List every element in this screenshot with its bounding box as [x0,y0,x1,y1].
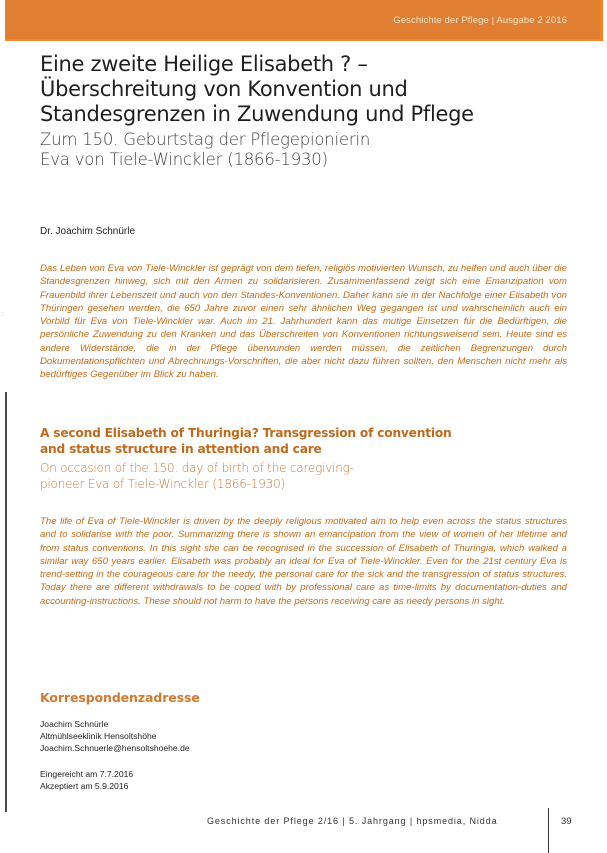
title-line: Standesgrenzen in Zuwendung und Pflege [40,102,474,126]
footer-divider [548,808,549,853]
submitted-date: Eingereicht am 7.7.2016 [40,769,134,779]
author-name: Dr. Joachim Schnürle [40,226,136,237]
header-edge-accent [600,0,603,41]
left-margin-rule [5,392,7,812]
margin-mark: :: [1,312,5,318]
english-subtitle [40,461,460,492]
correspondence-name: Joachim Schnürle [40,719,109,729]
submission-dates [40,768,133,792]
correspondence-address [40,718,190,754]
correspondence-email[interactable]: Joachim.Schnuerle@hensoltshoehe.de [40,743,190,753]
correspondence-institution: Altmühlseeklinik Hensoltshöhe [40,731,157,741]
subtitle-line: Eva von Tiele-Winckler (1866-1930) [40,150,328,169]
english-subtitle-line: pioneer Eva of Tiele-Winckler (1866-1930) [40,476,286,491]
running-head-text: Geschichte der Pflege | Ausgabe 2 2016 [393,15,567,26]
abstract-english: The life of Eva of Tiele-Winckler is driven by the deeply religious motivated aim to help even across the status structures and to solidarise with the poor. Summarizing there is shown an emancipation from the view of women of her lifetime and from status conventions. In this sight she can be recognised in the succession of Elisabeth of Thuringia, which walked a similar way 650 years earlier. Elisabeth was probably an ideal for Eva of Tiele-Winckler. Even for the 21st century Eva is trend-setting in the courageous care for the needy, the personal care for the sick and the transgression of status structures. Today there are different withdrawals to be coped with by professional care as time-limits by documentation-duties and accounting-instructions. These should not harm to have the persons receiving care as needy persons in sight. [40,516,567,607]
article-subtitle [40,130,560,170]
page-number: 39 [561,816,572,827]
english-title [40,426,460,457]
subtitle-line: Zum 150. Geburtstag der Pflegepionierin [40,130,371,149]
running-header-bar [5,0,603,41]
title-line: Überschreitung von Konvention und [40,77,408,101]
english-title-line: and status structure in attention and care [40,441,322,456]
accepted-date: Akzeptiert am 5.9.2016 [40,781,129,791]
english-title-line: A second Elisabeth of Thuringia? Transgression of convention [40,426,452,440]
abstract-german: Das Leben von Eva von Tiele-Winckler ist geprägt von dem tiefen, religiös motivierten Wunsch, zu helfen und auch über die Standesgrenzen hinweg, sich mit den Armen zu solidarisieren. Zusammenfassend zeigt sich eine Emanzipation vom Frauenbild ihrer Lebenszeit und auch von den Standes-Konventionen. Daher kann sie in der Nachfolge einer Elisabeth von Thüringen gesehen werden, die 650 Jahre zuvor einen sehr ähnlichen Weg gegangen ist und wahrscheinlich auch ein Vorbild für Eva von Tiele-Winckler war. Auch im 21. Jahrhundert kann das mutige Einsetzen für die Bedürftigen, die persönliche Zuwendung zu den Kranken und das Überschreiten von Konventionen richtungsweisend sein. Heute sind es andere Widerstände, die in der Pflege überwunden werden müssen, die zeitlichen Begrenzungen durch Dokumentationspflichten und Abrechnungs-Vorschriften, die aber nicht dazu führen sollten, den Menschen nicht mehr als bedürftiges Gegenüber im Blick zu haben. [40,263,567,381]
correspondence-heading: Korrespondenzadresse [40,690,200,705]
english-subtitle-line: On occasion of the 150. day of birth of the caregiving- [40,461,354,475]
article-title [40,52,560,127]
footer-journal-line: Geschichte der Pflege 2/16 | 5. Jahrgang | hpsmedia, Nidda [207,816,498,826]
title-line: Eine zweite Heilige Elisabeth ? – [40,52,368,76]
title-block [40,52,560,170]
